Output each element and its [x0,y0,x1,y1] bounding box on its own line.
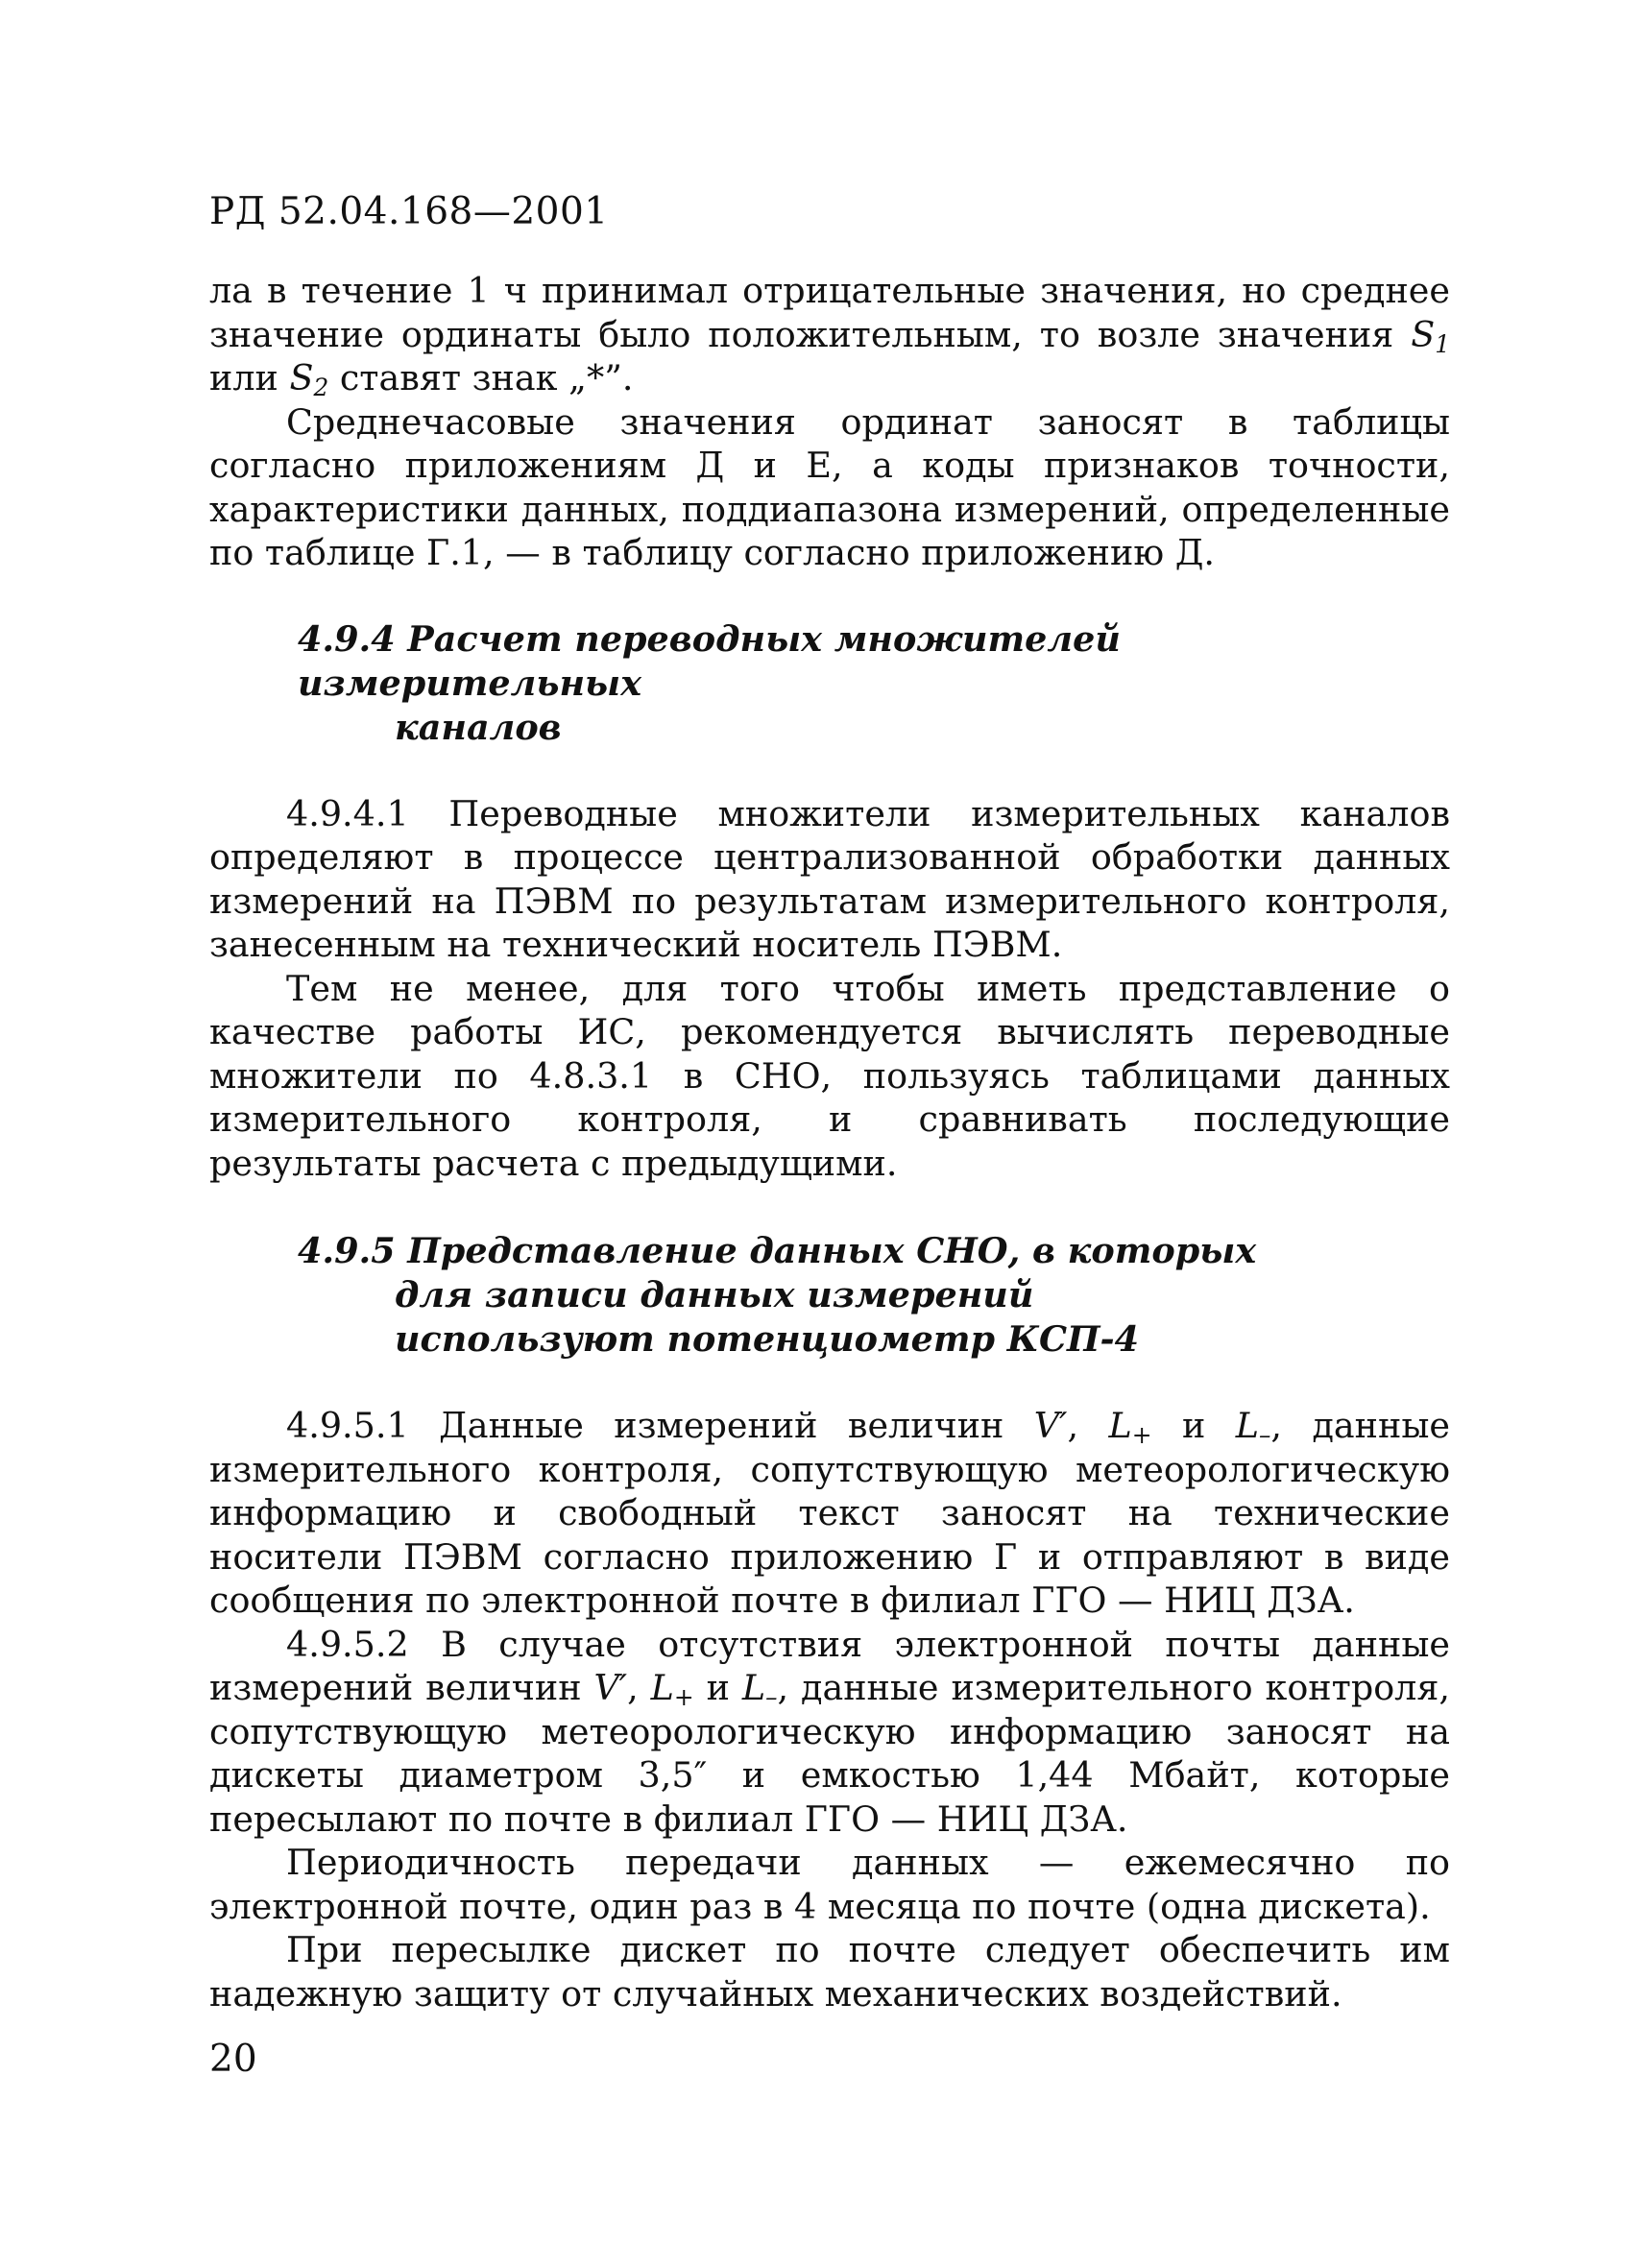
text-run: и [1151,1405,1236,1446]
symbol-letter: L [1235,1405,1259,1446]
page-content [209,269,1450,2015]
text-run: и [693,1667,742,1708]
paragraph-periodicity: Периодичность передачи данных — ежемесячно по электронной почте, один раз в 4 месяца по почте (одна дискета). [209,1842,1450,1927]
symbol-l-minus [1235,1405,1271,1450]
section-heading-4-9-4 [298,617,1450,750]
paragraph-continuation [209,269,1450,400]
symbol-subscript: 1 [1435,329,1450,358]
section-heading-4-9-5 [298,1229,1450,1362]
heading-line: для записи данных измерений [395,1274,1034,1315]
symbol-subscript: – [765,1683,778,1712]
symbol-letter: L [741,1667,766,1708]
symbol-s1 [1411,313,1450,358]
paragraph-4-9-4-1: 4.9.4.1 Переводные множители измерительных каналов определяют в процессе централизованной обработки данных измерений на ПЭВМ по результатам измерительного контроля, занесенным на технический носитель ПЭВМ. [209,792,1450,965]
text-run: , [1067,1405,1109,1446]
symbol-letter: S [289,357,314,398]
symbol-letter: L [1108,1405,1132,1446]
symbol-v: V′ [593,1667,628,1708]
page-number: 20 [209,2038,257,2081]
heading-line: каналов [395,706,562,748]
text-run: 4.9.5.2 В случае отсутствия электронной почты данные измерений величин [209,1623,1450,1708]
heading-line: используют потенциометр КСП-4 [395,1318,1140,1360]
text-run: ставят знак „*”. [328,357,634,398]
symbol-s2 [289,357,329,402]
heading-line: 4.9.4 Расчет переводных множителей измерительных [298,617,1121,704]
text-run: , [627,1667,651,1708]
paragraph-hourly-values: Среднечасовые значения ординат заносят в таблицы согласно приложениям Д и Е, а коды признаков точности, характеристики данных, поддиапазона измерений, определенные по таблице Г.1, — в таблицу согласно приложению Д. [209,400,1450,573]
symbol-subscript: + [1131,1421,1152,1450]
text-run: 4.9.5.1 Данные измерений величин [286,1405,1034,1446]
paragraph-quality-check: Тем не менее, для того чтобы иметь представление о качестве работы ИС, рекомендуется вычислять переводные множители по 4.8.3.1 в СНО, пользуясь таблицами данных измерительного контроля, и сравнивать последующие результаты расчета с предыдущими. [209,967,1450,1184]
text-run: или [209,357,290,398]
document-id-header: РД 52.04.168—2001 [209,190,609,233]
symbol-letter: S [1411,313,1436,355]
paragraph-diskette-protection: При пересылке дискет по почте следует обеспечить им надежную защиту от случайных механических воздействий. [209,1929,1450,2015]
symbol-v: V′ [1033,1405,1068,1446]
symbol-letter: L [650,1667,674,1708]
text-run: , данные измерительного контроля, сопутствующую метеорологическую информацию и свободный текст заносят на технические носители ПЭВМ согласно приложению Г и отправляют в виде сообщения по электронной почте в филиал ГГО — НИЦ ДЗА. [209,1405,1450,1621]
symbol-subscript: + [673,1683,694,1712]
symbol-l-minus [741,1667,778,1712]
heading-line: 4.9.5 Представление данных СНО, в которых [298,1230,1257,1271]
symbol-l-plus [1108,1405,1152,1450]
text-run: ла в течение 1 ч принимал отрицательные значения, но среднее значение ординаты было положительным, то возле значения [209,270,1450,355]
symbol-subscript: 2 [313,374,329,402]
text-run: , данные измерительного контроля, сопутствующую метеорологическую информацию заносят на дискеты диаметром 3,5″ и емкостью 1,44 Мбайт, которые пересылают по почте в филиал ГГО — НИЦ ДЗА. [209,1667,1450,1840]
symbol-l-plus [650,1667,694,1712]
paragraph-4-9-5-2 [209,1623,1450,1842]
symbol-subscript: – [1259,1421,1271,1450]
paragraph-4-9-5-1 [209,1404,1450,1623]
